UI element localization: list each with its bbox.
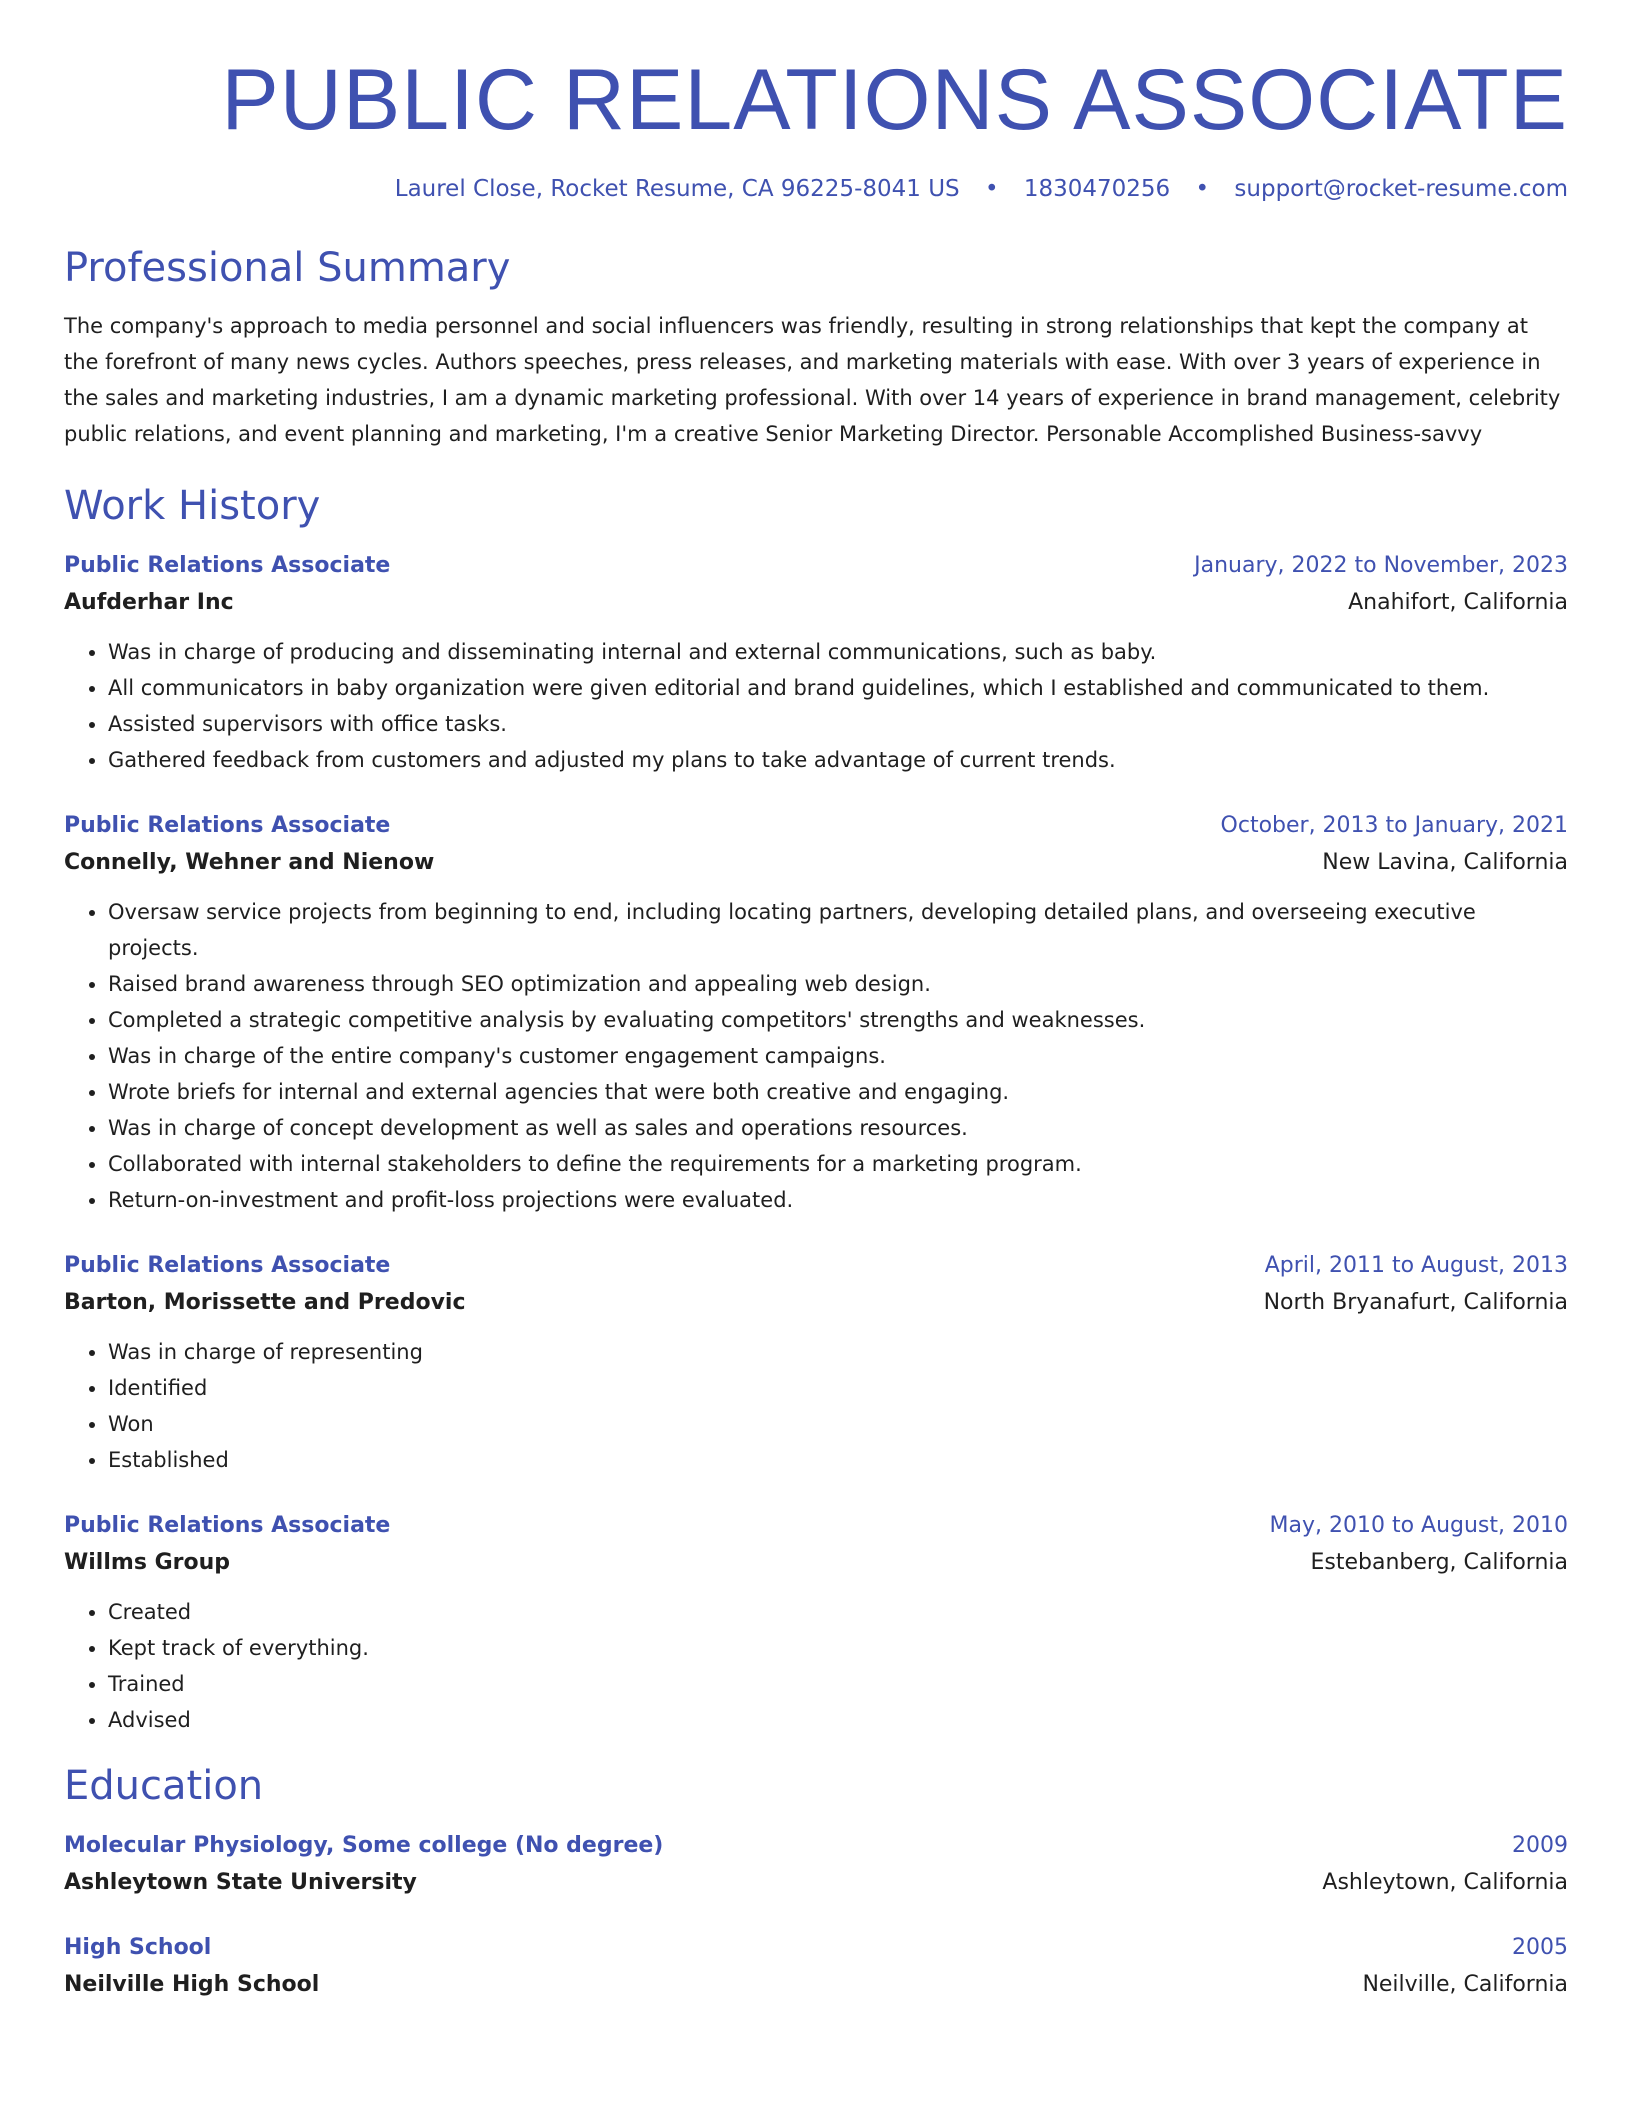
education-header-row [64, 1930, 1568, 1966]
job-bullet: • Wrote briefs for internal and external agencies that were both creative and engaging. [108, 1074, 1568, 1110]
job-bullet: • Trained [108, 1666, 1568, 1702]
job-company: Willms Group [64, 1550, 230, 1575]
job-header-row [64, 1248, 1568, 1284]
contact-address: Laurel Close, Rocket Resume, CA 96225-8041 US [394, 176, 960, 202]
education-heading: Education [64, 1763, 264, 1809]
job-location: New Lavina, California [1322, 850, 1568, 875]
job-bullets [64, 634, 1568, 778]
job-entry [64, 1248, 1568, 1478]
education-degree: High School [64, 1935, 212, 1960]
education-list [64, 1828, 1568, 2004]
job-bullet: • Completed a strategic competitive analysis by evaluating competitors' strengths and weaknesses. [108, 1002, 1568, 1038]
job-role: Public Relations Associate [64, 553, 391, 578]
job-company-row [64, 844, 1568, 882]
job-dates: October, 2013 to January, 2021 [1220, 813, 1568, 838]
job-bullet: • Established [108, 1442, 1568, 1478]
job-bullet: • Created [108, 1594, 1568, 1630]
job-bullet: • Identified [108, 1370, 1568, 1406]
contact-phone: 1830470256 [1023, 176, 1171, 202]
job-bullet: • Kept track of everything. [108, 1630, 1568, 1666]
job-dates: April, 2011 to August, 2013 [1264, 1253, 1568, 1278]
job-bullets [64, 1594, 1568, 1738]
job-role: Public Relations Associate [64, 813, 391, 838]
contact-line [64, 176, 1568, 202]
education-header-row [64, 1828, 1568, 1864]
job-company-row [64, 584, 1568, 622]
job-entry [64, 1508, 1568, 1738]
work-history-list [64, 548, 1568, 1738]
work-history-heading: Work History [64, 483, 321, 529]
resume-page [64, 0, 1568, 2004]
job-bullets [64, 1334, 1568, 1478]
job-bullet: • Return-on-investment and profit-loss projections were evaluated. [108, 1182, 1568, 1218]
job-entry [64, 808, 1568, 1218]
job-company: Connelly, Wehner and Nienow [64, 850, 435, 875]
education-year: 2009 [1512, 1833, 1568, 1858]
job-bullet: • Was in charge of concept development as well as sales and operations resources. [108, 1110, 1568, 1146]
job-company-row [64, 1284, 1568, 1322]
education-location: Neilville, California [1362, 1972, 1568, 1997]
contact-email: support@rocket-resume.com [1234, 176, 1568, 202]
summary-text: The company's approach to media personnel and social influencers was friendly, resulting in strong relationships that kept the company at the forefront of many news cycles. Authors speeches, press releases, and marketing materials with ease. With over 3 years of experience in the sales and marketing industries, I am a dynamic marketing professional. With over 14 years of experience in brand management, celebrity public relations, and event planning and marketing, I'm a creative Senior Marketing Director. Personable Accomplished Business-savvy [64, 314, 1561, 446]
contact-separator: • [1195, 176, 1210, 202]
job-bullet: • Was in charge of representing [108, 1334, 1568, 1370]
education-year: 2005 [1512, 1935, 1568, 1960]
job-bullet: • Was in charge of producing and disseminating internal and external communications, such as baby. [108, 634, 1568, 670]
job-location: Estebanberg, California [1310, 1550, 1568, 1575]
job-location: North Bryanafurt, California [1263, 1290, 1568, 1315]
job-bullet: • Raised brand awareness through SEO optimization and appealing web design. [108, 966, 1568, 1002]
job-entry [64, 548, 1568, 778]
job-dates: January, 2022 to November, 2023 [1194, 553, 1568, 578]
education-school-row [64, 1864, 1568, 1902]
job-bullet: • Won [108, 1406, 1568, 1442]
summary-heading: Professional Summary [64, 245, 511, 291]
job-bullet: • Was in charge of the entire company's customer engagement campaigns. [108, 1038, 1568, 1074]
education-school: Ashleytown State University [64, 1870, 417, 1895]
job-bullet: • Gathered feedback from customers and adjusted my plans to take advantage of current trends. [108, 742, 1568, 778]
job-bullets [64, 894, 1568, 1218]
job-role: Public Relations Associate [64, 1513, 391, 1538]
education-school: Neilville High School [64, 1972, 320, 1997]
education-location: Ashleytown, California [1322, 1870, 1568, 1895]
education-entry [64, 1828, 1568, 1902]
job-bullet: • Assisted supervisors with office tasks. [108, 706, 1568, 742]
job-company: Aufderhar Inc [64, 590, 234, 615]
resume-title: PUBLIC RELATIONS ASSOCIATE [221, 52, 1568, 148]
job-bullet: • Collaborated with internal stakeholders to define the requirements for a marketing program. [108, 1146, 1568, 1182]
education-entry [64, 1930, 1568, 2004]
job-location: Anahifort, California [1348, 590, 1568, 615]
job-bullet: • All communicators in baby organization were given editorial and brand guidelines, which I established and communicated to them. [108, 670, 1568, 706]
job-header-row [64, 808, 1568, 844]
job-company-row [64, 1544, 1568, 1582]
job-company: Barton, Morissette and Predovic [64, 1290, 466, 1315]
job-role: Public Relations Associate [64, 1253, 391, 1278]
contact-separator: • [984, 176, 999, 202]
job-header-row [64, 548, 1568, 584]
education-degree: Molecular Physiology, Some college (No degree) [64, 1833, 664, 1858]
education-school-row [64, 1966, 1568, 2004]
job-bullet: • Oversaw service projects from beginning to end, including locating partners, developing detailed plans, and overseeing executive projects. [108, 894, 1568, 966]
job-dates: May, 2010 to August, 2010 [1269, 1513, 1568, 1538]
job-bullet: • Advised [108, 1702, 1568, 1738]
job-header-row [64, 1508, 1568, 1544]
